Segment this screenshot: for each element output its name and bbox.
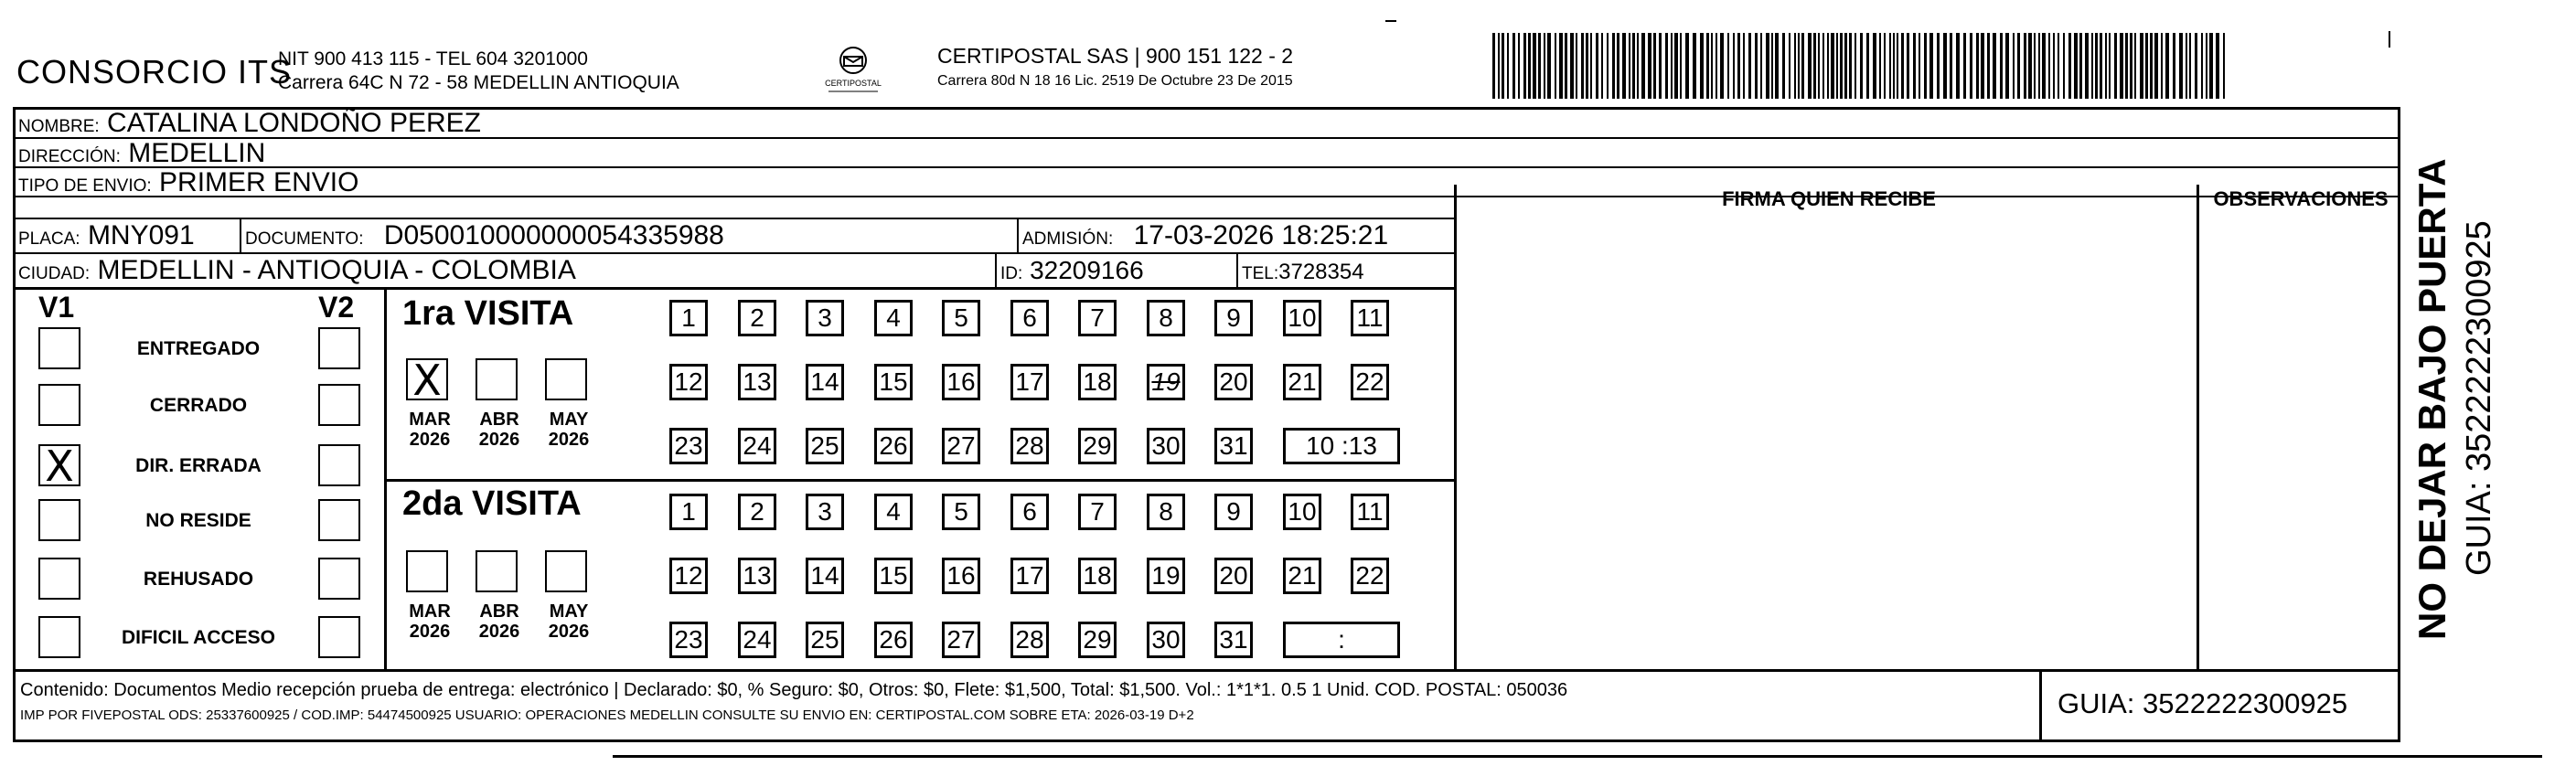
barcode-bar <box>1641 33 1645 99</box>
v2-checkbox[interactable] <box>318 499 360 541</box>
barcode-bar <box>2145 33 2148 99</box>
barcode-bar <box>1700 33 1704 99</box>
nombre-value: CATALINA LONDOÑO PEREZ <box>107 108 482 138</box>
day-box[interactable]: 28 <box>1010 428 1049 464</box>
barcode-bar <box>2173 33 2175 99</box>
day-box[interactable]: 8 <box>1147 494 1185 530</box>
barcode-bar <box>1844 33 1847 99</box>
ciudad-label: CIUDAD: <box>18 264 91 283</box>
barcode-bar <box>1632 33 1635 99</box>
barcode-bar <box>2058 33 2059 99</box>
barcode-bar <box>1924 33 1927 99</box>
barcode-bar <box>2140 33 2143 99</box>
barcode-bar <box>2209 33 2213 99</box>
status-label: NO RESIDE <box>145 510 251 531</box>
documento-cell <box>245 221 724 254</box>
firma-label: FIRMA QUIEN RECIBE <box>1722 187 1936 210</box>
barcode <box>1492 33 2229 99</box>
barcode-bar <box>1860 33 1863 99</box>
status-label: REHUSADO <box>143 569 254 590</box>
day-box[interactable]: 23 <box>669 622 708 658</box>
barcode-bar <box>2179 33 2183 99</box>
barcode-bar <box>1706 33 1709 99</box>
barcode-bar <box>1498 33 1500 99</box>
footer-guia: GUIA: 3522222300925 <box>2058 687 2348 719</box>
day-box[interactable]: 7 <box>1078 494 1117 530</box>
day-box[interactable]: 16 <box>942 364 980 400</box>
barcode-bar <box>1873 33 1876 99</box>
barcode-bar <box>1685 33 1689 99</box>
day-box[interactable]: 13 <box>738 364 776 400</box>
day-box[interactable]: 1 <box>669 300 708 336</box>
day-box[interactable]: 5 <box>942 300 980 336</box>
v1-checkbox[interactable] <box>38 616 80 658</box>
day-box[interactable]: 31 <box>1214 622 1253 658</box>
day-box[interactable]: 27 <box>942 428 980 464</box>
barcode-bar <box>1818 33 1820 99</box>
barcode-bar <box>1755 33 1758 99</box>
side-warning: NO DEJAR BAJO PUERTA <box>2410 158 2453 640</box>
barcode-bar <box>1547 33 1551 99</box>
barcode-bar <box>2223 33 2225 99</box>
barcode-bar <box>1528 33 1531 99</box>
barcode-bar <box>1622 33 1626 99</box>
day-box[interactable]: 12 <box>669 364 708 400</box>
day-box[interactable]: 21 <box>1283 558 1321 594</box>
month-year: 2026 <box>478 622 520 642</box>
month-label <box>472 410 527 450</box>
placa-value: MNY091 <box>87 220 195 250</box>
barcode-bar <box>1907 33 1909 99</box>
carrier-address: Carrera 80d N 18 16 Lic. 2519 De Octubre 23 De 2015 <box>937 73 1293 89</box>
barcode-bar <box>1518 33 1520 99</box>
barcode-bar <box>2154 33 2158 99</box>
day-box[interactable]: 12 <box>669 558 708 594</box>
barcode-bar <box>2068 33 2071 99</box>
barcode-bar <box>2000 33 2003 99</box>
day-box[interactable]: 21 <box>1283 364 1321 400</box>
checkmark-x-icon: X <box>45 442 74 491</box>
day-box[interactable]: 9 <box>1214 494 1253 530</box>
barcode-bar <box>2195 33 2197 99</box>
barcode-bar <box>1993 33 1996 99</box>
status-label: DIFICIL ACCESO <box>121 627 275 648</box>
month-name: MAY <box>549 601 589 622</box>
v1-checkbox[interactable] <box>38 442 80 491</box>
barcode-bar <box>1981 33 1984 99</box>
barcode-bar <box>1576 33 1577 99</box>
barcode-bar <box>1929 33 1933 99</box>
barcode-bar <box>1629 33 1630 99</box>
day-box[interactable]: 7 <box>1078 300 1117 336</box>
day-box[interactable]: 4 <box>874 300 913 336</box>
day-box[interactable]: 3 <box>806 300 844 336</box>
barcode-bar <box>1950 33 1952 99</box>
day-box[interactable]: 11 <box>1351 300 1389 336</box>
barcode-bar <box>2100 33 2102 99</box>
barcode-bar <box>1507 33 1509 99</box>
barcode-bar <box>1680 33 1682 99</box>
barcode-bar <box>1879 33 1881 99</box>
month-name: MAR <box>409 601 451 622</box>
barcode-bar <box>1737 33 1740 99</box>
day-box[interactable]: 27 <box>942 622 980 658</box>
v1-checkbox[interactable] <box>38 327 80 369</box>
barcode-bar <box>1659 33 1662 99</box>
barcode-bar <box>1544 33 1545 99</box>
month-label <box>541 410 596 450</box>
day-box[interactable]: 17 <box>1010 364 1049 400</box>
barcode-bar <box>1782 33 1785 99</box>
v1-header: V1 <box>38 291 75 324</box>
day-box[interactable]: 10 <box>1283 300 1321 336</box>
month-name: ABR <box>479 601 519 622</box>
month-year: 2026 <box>478 430 520 450</box>
barcode-bar <box>1798 33 1800 99</box>
barcode-bar <box>1970 33 1972 99</box>
certipostal-logo-icon <box>821 44 885 95</box>
direccion-value: MEDELLIN <box>128 138 266 168</box>
v2-checkbox[interactable] <box>318 616 360 658</box>
barcode-bar <box>1743 33 1745 99</box>
day-box[interactable]: 18 <box>1078 558 1117 594</box>
barcode-bar <box>2042 33 2046 99</box>
barcode-bar <box>2095 33 2098 99</box>
month-year: 2026 <box>548 622 590 642</box>
v2-checkbox[interactable] <box>318 558 360 600</box>
barcode-bar <box>2165 33 2169 99</box>
admision-label: ADMISIÓN: <box>1022 229 1114 249</box>
barcode-bar <box>2201 33 2203 99</box>
v2-checkbox[interactable] <box>318 327 360 369</box>
tel-value: 3728354 <box>1278 260 1364 284</box>
barcode-bar <box>1956 33 1960 99</box>
barcode-bar <box>1607 33 1609 99</box>
day-box[interactable]: 25 <box>806 428 844 464</box>
status-label: CERRADO <box>149 395 248 416</box>
barcode-bar <box>2125 33 2128 99</box>
day-box[interactable]: 5 <box>942 494 980 530</box>
month-label <box>541 601 596 642</box>
barcode-bar <box>2079 33 2082 99</box>
barcode-bar <box>2109 33 2111 99</box>
tipo-value: PRIMER ENVIO <box>159 167 359 197</box>
barcode-bar <box>1893 33 1895 99</box>
barcode-bar <box>1963 33 1966 99</box>
id-value: 32209166 <box>1030 256 1144 284</box>
barcode-bar <box>1581 33 1584 99</box>
barcode-bar <box>1827 33 1829 99</box>
month-name: MAY <box>549 410 589 430</box>
status-label: ENTREGADO <box>136 338 261 359</box>
bottom-rule <box>613 755 2542 758</box>
checkmark-x-icon: X <box>412 356 442 405</box>
day-box[interactable]: 30 <box>1147 622 1185 658</box>
day-box[interactable]: 8 <box>1147 300 1185 336</box>
barcode-bar <box>1653 33 1656 99</box>
time-box[interactable]: 10 :13 <box>1283 428 1400 464</box>
footer-imp: IMP POR FIVEPOSTAL ODS: 25337600925 / COD.IMP: 54474500925 USUARIO: OPERACIONES MEDELLIN CONSULTE SU ENVIO EN: CERTIPOSTAL.COM SOBRE ETA: 2026-03-19 D+2 <box>20 707 1194 723</box>
tel-label: TEL: <box>1242 264 1279 283</box>
admision-value: 17-03-2026 18:25:21 <box>1133 220 1389 250</box>
barcode-bar <box>1617 33 1619 99</box>
barcode-bar <box>1919 33 1920 99</box>
barcode-bar <box>1943 33 1947 99</box>
barcode-bar <box>1771 33 1773 99</box>
day-box[interactable]: 19 <box>1147 364 1185 400</box>
barcode-bar <box>2074 33 2078 99</box>
id-cell <box>1000 256 1144 289</box>
barcode-bar <box>1836 33 1838 99</box>
barcode-bar <box>2114 33 2117 99</box>
barcode-bar <box>1523 33 1526 99</box>
day-box[interactable]: 26 <box>874 428 913 464</box>
side-guia: GUIA: 3522222300925 <box>2460 220 2498 576</box>
barcode-bar <box>2017 33 2020 99</box>
first-visit-title: 1ra VISITA <box>402 294 574 333</box>
day-box[interactable]: 23 <box>669 428 708 464</box>
status-block <box>20 291 377 667</box>
barcode-bar <box>1987 33 1990 99</box>
v2-checkbox[interactable] <box>318 384 360 426</box>
month-year: 2026 <box>409 622 451 642</box>
v2-checkbox[interactable] <box>318 444 360 486</box>
barcode-bar <box>1565 33 1567 99</box>
barcode-bar <box>1502 33 1504 99</box>
day-box[interactable]: 29 <box>1078 428 1117 464</box>
barcode-bar <box>2091 33 2093 99</box>
barcode-bar <box>2161 33 2163 99</box>
day-box[interactable]: 20 <box>1214 558 1253 594</box>
day-box[interactable]: 29 <box>1078 622 1117 658</box>
day-box[interactable]: 30 <box>1147 428 1185 464</box>
barcode-bar <box>1538 33 1541 99</box>
month-year: 2026 <box>548 430 590 450</box>
barcode-bar <box>1570 33 1574 99</box>
barcode-bar <box>1884 33 1886 99</box>
barcode-bar <box>2216 33 2219 99</box>
v1-checkbox[interactable] <box>38 384 80 426</box>
month-year: 2026 <box>409 430 451 450</box>
barcode-bar <box>1794 33 1796 99</box>
barcode-bar <box>1831 33 1834 99</box>
time-box[interactable]: : <box>1283 622 1400 658</box>
day-box[interactable]: 14 <box>806 364 844 400</box>
day-box[interactable]: 1 <box>669 494 708 530</box>
company-address: Carrera 64C N 72 - 58 MEDELLIN ANTIOQUIA <box>278 72 679 93</box>
day-box[interactable]: 3 <box>806 494 844 530</box>
barcode-bar <box>1889 33 1891 99</box>
barcode-bar <box>1897 33 1898 99</box>
month-name: ABR <box>479 410 519 430</box>
barcode-bar <box>1727 33 1729 99</box>
barcode-bar <box>1665 33 1668 99</box>
day-box[interactable]: 20 <box>1214 364 1253 400</box>
placa-label: PLACA: <box>18 229 80 249</box>
footer-contenido: Contenido: Documentos Medio recepción prueba de entrega: electrónico | Declarado: $0, % Seguro: $0, Otros: $0, Flete: $1,500, Total: $1,500. Vol.: 1*1*1. 0.5 1 Unid. COD. POSTAL: 050036 <box>20 680 1568 700</box>
barcode-bar <box>1693 33 1696 99</box>
day-box[interactable]: 15 <box>874 558 913 594</box>
barcode-bar <box>1813 33 1816 99</box>
day-box[interactable]: 10 <box>1283 494 1321 530</box>
barcode-bar <box>2085 33 2089 99</box>
barcode-bar <box>2024 33 2026 99</box>
placa-cell <box>18 221 195 254</box>
day-box[interactable]: 17 <box>1010 558 1049 594</box>
company-nit: NIT 900 413 115 - TEL 604 3201000 <box>278 48 588 69</box>
barcode-bar <box>1748 33 1751 99</box>
day-box[interactable]: 6 <box>1010 300 1049 336</box>
barcode-bar <box>1492 33 1495 99</box>
barcode-bar <box>2189 33 2191 99</box>
month-checkbox[interactable] <box>545 358 587 400</box>
tel-cell <box>1242 258 1364 289</box>
barcode-bar <box>2013 33 2015 99</box>
documento-label: DOCUMENTO: <box>245 229 364 249</box>
corner-mark <box>2389 31 2390 48</box>
day-box[interactable]: 14 <box>806 558 844 594</box>
day-box[interactable]: 24 <box>738 428 776 464</box>
day-box[interactable]: 28 <box>1010 622 1049 658</box>
barcode-bar <box>1648 33 1651 99</box>
nombre-row <box>18 109 481 142</box>
barcode-bar <box>1733 33 1735 99</box>
barcode-bar <box>1559 33 1563 99</box>
v2-header: V2 <box>318 291 355 324</box>
tipo-row <box>18 168 358 201</box>
day-box[interactable]: 15 <box>874 364 913 400</box>
barcode-bar <box>2134 33 2136 99</box>
day-box[interactable]: 31 <box>1214 428 1253 464</box>
barcode-bar <box>2186 33 2187 99</box>
barcode-bar <box>1555 33 1556 99</box>
day-box[interactable]: 22 <box>1351 364 1389 400</box>
id-label: ID: <box>1000 264 1023 283</box>
barcode-bar <box>1866 33 1869 99</box>
day-box[interactable]: 22 <box>1351 558 1389 594</box>
barcode-bar <box>1801 33 1804 99</box>
barcode-bar <box>2120 33 2123 99</box>
day-box[interactable]: 13 <box>738 558 776 594</box>
barcode-bar <box>1586 33 1588 99</box>
day-box[interactable]: 24 <box>738 622 776 658</box>
barcode-bar <box>2206 33 2207 99</box>
v1-checkbox[interactable] <box>38 558 80 600</box>
barcode-bar <box>2063 33 2065 99</box>
barcode-bar <box>1901 33 1904 99</box>
barcode-bar <box>1590 33 1592 99</box>
barcode-bar <box>1711 33 1713 99</box>
barcode-bar <box>2038 33 2040 99</box>
barcode-bar <box>1533 33 1536 99</box>
barcode-bar <box>2034 33 2036 99</box>
month-checkbox[interactable] <box>406 356 448 405</box>
barcode-bar <box>1720 33 1724 99</box>
barcode-bar <box>1637 33 1639 99</box>
day-box[interactable]: 2 <box>738 300 776 336</box>
documento-value: D050010000000054335988 <box>383 220 724 250</box>
ciudad-cell <box>18 256 576 289</box>
barcode-bar <box>1789 33 1790 99</box>
day-box[interactable]: 16 <box>942 558 980 594</box>
second-visit-title: 2da VISITA <box>402 484 582 523</box>
barcode-bar <box>2105 33 2107 99</box>
barcode-bar <box>1976 33 1979 99</box>
barcode-bar <box>1674 33 1678 99</box>
barcode-bar <box>1601 33 1603 99</box>
barcode-bar <box>1913 33 1916 99</box>
barcode-bar <box>1849 33 1852 99</box>
day-box[interactable]: 11 <box>1351 494 1389 530</box>
day-box[interactable]: 26 <box>874 622 913 658</box>
barcode-bar <box>2130 33 2132 99</box>
month-checkbox[interactable] <box>476 550 518 592</box>
day-box[interactable]: 4 <box>874 494 913 530</box>
barcode-bar <box>1512 33 1515 99</box>
day-box[interactable]: 25 <box>806 622 844 658</box>
barcode-bar <box>1937 33 1940 99</box>
company-name: CONSORCIO ITS <box>16 53 293 90</box>
day-box[interactable]: 2 <box>738 494 776 530</box>
day-box[interactable]: 18 <box>1078 364 1117 400</box>
v1-checkbox[interactable] <box>38 499 80 541</box>
month-label <box>402 410 457 450</box>
month-name: MAR <box>409 410 451 430</box>
barcode-bar <box>2053 33 2055 99</box>
barcode-bar <box>1612 33 1615 99</box>
barcode-bar <box>1766 33 1769 99</box>
barcode-bar <box>2150 33 2153 99</box>
barcode-bar <box>1808 33 1812 99</box>
month-checkbox[interactable] <box>476 358 518 400</box>
status-label: DIR. ERRADA <box>135 455 262 476</box>
barcode-bar <box>1671 33 1673 99</box>
svg-text:CERTIPOSTAL: CERTIPOSTAL <box>825 79 882 88</box>
barcode-bar <box>1716 33 1717 99</box>
carrier-name: CERTIPOSTAL SAS | 900 151 122 - 2 <box>937 44 1294 68</box>
day-box[interactable]: 19 <box>1147 558 1185 594</box>
month-checkbox[interactable] <box>406 550 448 592</box>
header-mark <box>1385 20 1396 22</box>
barcode-bar <box>2005 33 2009 99</box>
observaciones-label: OBSERVACIONES <box>2213 187 2389 210</box>
month-label <box>402 601 457 642</box>
month-checkbox[interactable] <box>545 550 587 592</box>
tipo-label: TIPO DE ENVIO: <box>18 176 152 196</box>
day-box[interactable]: 6 <box>1010 494 1049 530</box>
barcode-bar <box>2028 33 2032 99</box>
barcode-bar <box>1775 33 1779 99</box>
nombre-label: NOMBRE: <box>18 117 100 136</box>
barcode-bar <box>1596 33 1598 99</box>
month-label <box>472 601 527 642</box>
barcode-bar <box>1840 33 1843 99</box>
admision-cell <box>1022 221 1388 254</box>
ciudad-value: MEDELLIN - ANTIOQUIA - COLOMBIA <box>97 255 576 285</box>
barcode-bar <box>1822 33 1824 99</box>
barcode-bar <box>1855 33 1856 99</box>
day-box[interactable]: 9 <box>1214 300 1253 336</box>
barcode-bar <box>1760 33 1762 99</box>
direccion-label: DIRECCIÓN: <box>18 147 121 166</box>
barcode-bar <box>2048 33 2050 99</box>
